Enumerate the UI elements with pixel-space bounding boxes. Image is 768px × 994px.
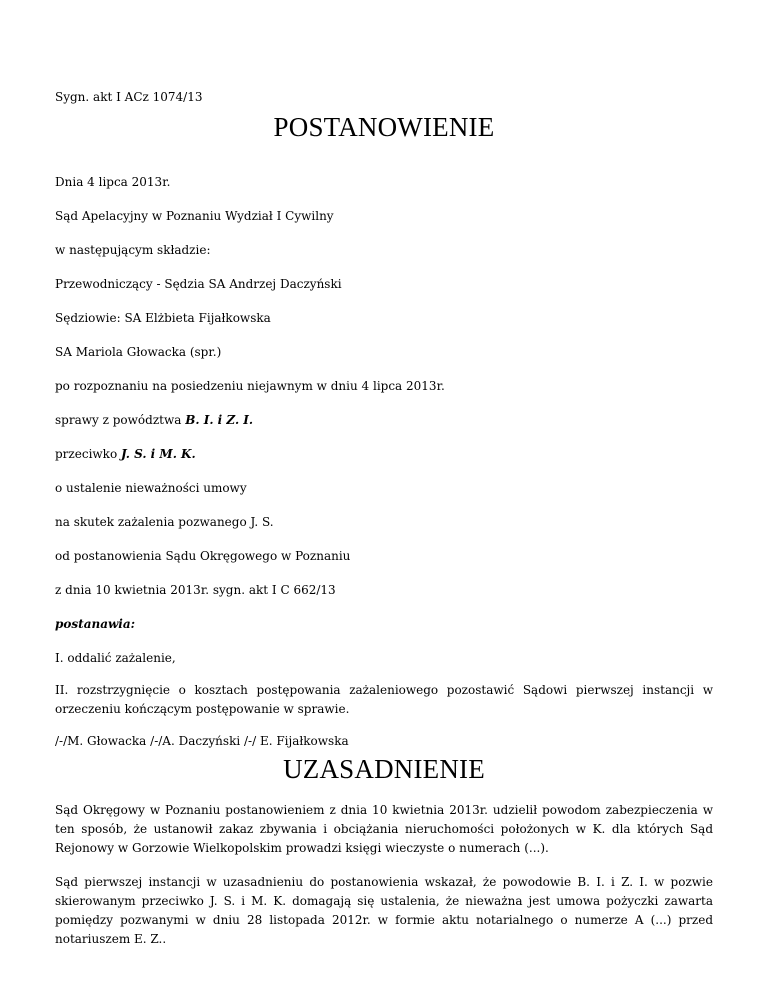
justification-title: UZASADNIENIE [283, 754, 485, 784]
composition-label: w następującym składzie: [55, 243, 211, 257]
justification-paragraph-1: Sąd Okręgowy w Poznaniu postanowieniem z dnia 10 kwietnia 2013r. udzielił powodom zabezpieczenia w ten sposób, że ustanowił zakaz zbywania i obciążania nieruchomości położonych w K. dla których Sąd Rejonowy w Gorzowie Wielkopolskim prowadzi księgi wieczyste o numerach (...). [55, 803, 713, 855]
claimants-line [55, 413, 253, 427]
signatures: /-/M. Głowacka /-/A. Daczyński /-/ E. Fijałkowska [55, 734, 349, 748]
ruling-date: Dnia 4 lipca 2013r. [55, 175, 171, 189]
case-subject: o ustalenie nieważności umowy [55, 481, 247, 495]
appeal-info: na skutek zażalenia pozwanego J. S. [55, 515, 274, 529]
claimants-prefix: sprawy z powództwa [55, 413, 186, 427]
judge-rapporteur: SA Mariola Głowacka (spr.) [55, 345, 222, 359]
hearing-info: po rozpoznaniu na posiedzeniu niejawnym w dniu 4 lipca 2013r. [55, 379, 445, 393]
defendants-line [55, 447, 196, 461]
justification-paragraph-2: Sąd pierwszej instancji w uzasadnieniu do postanowienia wskazał, że powodowie B. I. i Z. I. w pozwie skierowanym przeciwko J. S. i M. K. domagają się ustalenia, że nieważna jest umowa pożyczki zawarta pomiędzy pozwanymi w dniu 28 listopada 2012r. w formie aktu notarialnego o numerze A (...) przed notariuszem E. Z.. [55, 875, 713, 946]
document-title: POSTANOWIENIE [273, 112, 495, 142]
ruling-label: postanawia: [55, 617, 136, 631]
presiding-judge: Przewodniczący - Sędzia SA Andrzej Daczyński [55, 277, 342, 291]
claimants-names: B. I. i Z. I. [185, 413, 254, 427]
defendants-prefix: przeciwko [55, 447, 121, 461]
defendants-names: J. S. i M. K. [120, 447, 196, 461]
judges-line: Sędziowie: SA Elżbieta Fijałkowska [55, 311, 271, 325]
ruling-point-2: II. rozstrzygnięcie o kosztach postępowania zażaleniowego pozostawić Sądowi pierwszej instancji w orzeczeniu kończącym postępowanie w sprawie. [55, 683, 713, 716]
appealed-decision: od postanowienia Sądu Okręgowego w Poznaniu [55, 549, 351, 563]
ruling-point-1: I. oddalić zażalenie, [55, 651, 176, 665]
court-name: Sąd Apelacyjny w Poznaniu Wydział I Cywilny [55, 209, 334, 223]
case-reference: Sygn. akt I ACz 1074/13 [55, 90, 203, 104]
decision-date: z dnia 10 kwietnia 2013r. sygn. akt I C 662/13 [55, 583, 336, 597]
